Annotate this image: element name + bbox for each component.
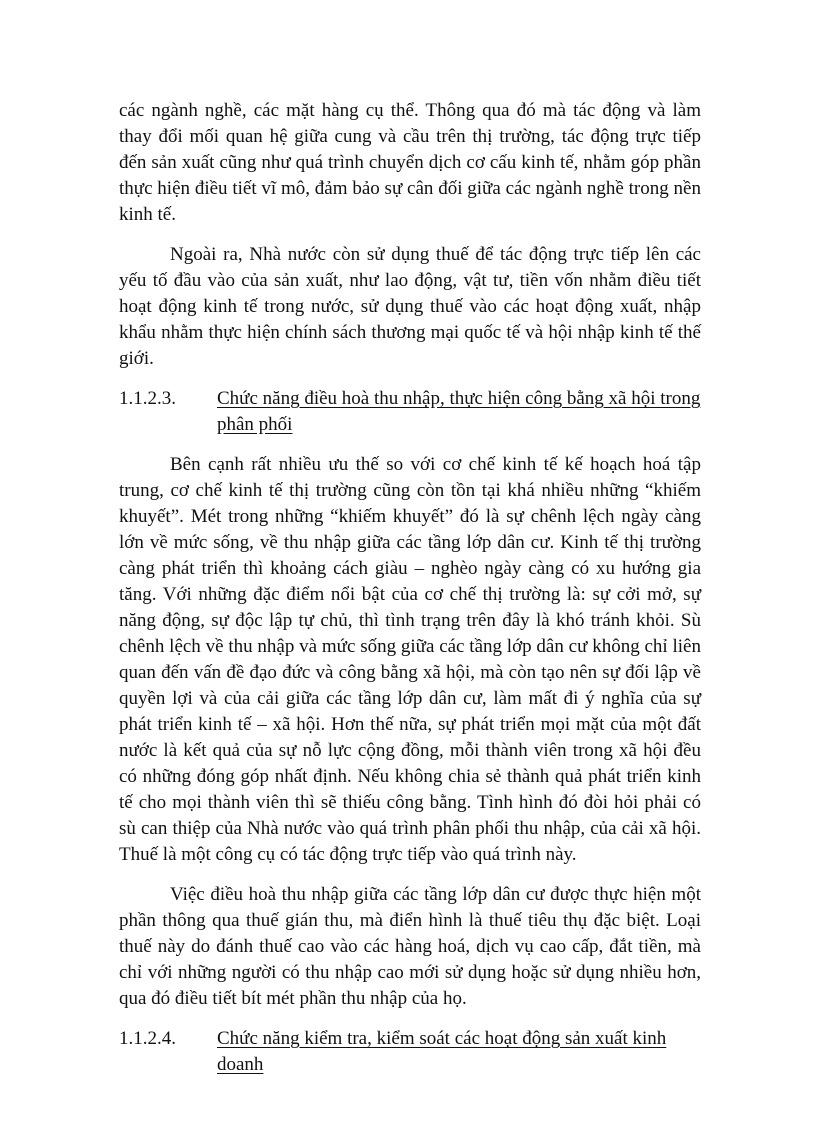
paragraph-income-regulation: Việc điều hoà thu nhập giữa các tầng lớp dân cư được thực hiện một phần thông qua thuế gián thu, mà điển hình là thuế tiêu thụ đặc biệt. Loại thuế này do đánh thuế cao vào các hàng hoá, dịch vụ cao cấp, đắt tiền, mà chỉ với những người có thu nhập cao mới sử dụng hoặc sử dụng nhiều hơn, qua đó điều tiết bít mét phần thu nhập của họ. bbox=[119, 884, 701, 1009]
section-title: Chức năng kiểm tra, kiểm soát các hoạt động sản xuất kinh doanh bbox=[217, 1028, 667, 1075]
section-number: 1.1.2.3. bbox=[119, 388, 176, 409]
document-page bbox=[119, 98, 701, 1092]
paragraph-market-defects: Bên cạnh rất nhiều ưu thế so với cơ chế kinh tế kế hoạch hoá tập trung, cơ chế kinh tế thị trường cũng còn tồn tại khá nhiều những “khiếm khuyết”. Mét trong những “khiếm khuyết” đó là sự chênh lệch ngày càng lớn về mức sống, về thu nhập giữa các tầng lớp dân cư. Kinh tế thị trường càng phát triển thì khoảng cách giàu – nghèo ngày càng có xu hướng gia tăng. Với những đặc điểm nổi bật của cơ chế thị trường là: sự cởi mở, sự năng động, sự độc lập tự chủ, thì tình trạng trên đây là khó tránh khỏi. Sù chênh lệch về thu nhập và mức sống giữa các tầng lớp dân cư không chỉ liên quan đến vấn đề đạo đức và công bằng xã hội, mà còn tạo nên sự đối lập về quyền lợi và của cải giữa các tầng lớp dân cư, làm mất đi ý nghĩa của sự phát triển kinh tế – xã hội. Hơn thế nữa, sự phát triển mọi mặt của một đất nước là kết quả của sự nỗ lực cộng đồng, mỗi thành viên trong xã hội đều có những đóng góp nhất định. Nếu không chia sẻ thành quả phát triển kinh tế cho mọi thành viên thì sẽ thiếu công bằng. Tình hình đó đòi hỏi phải có sù can thiệp của Nhà nước vào quá trình phân phối thu nhập, của cải xã hội. Thuế là một công cụ có tác động trực tiếp vào quá trình này. bbox=[119, 454, 701, 865]
section-heading-1-1-2-3 bbox=[119, 386, 701, 438]
section-heading-1-1-2-4 bbox=[119, 1026, 701, 1078]
section-title: Chức năng điều hoà thu nhập, thực hiện công bằng xã hội trong phân phối bbox=[217, 388, 701, 435]
paragraph-continuation: các ngành nghề, các mặt hàng cụ thể. Thông qua đó mà tác động và làm thay đổi mối quan hệ giữa cung và cầu trên thị trường, tác động trực tiếp đến sản xuất cũng như quá trình chuyển dịch cơ cấu kinh tế, nhằm góp phần thực hiện điều tiết vĩ mô, đảm bảo sự cân đối giữa các ngành nghề trong nền kinh tế. bbox=[119, 100, 701, 225]
section-number: 1.1.2.4. bbox=[119, 1028, 176, 1049]
paragraph-input-factors: Ngoài ra, Nhà nước còn sử dụng thuế để tác động trực tiếp lên các yếu tố đầu vào của sản xuất, như lao động, vật tư, tiền vốn nhằm điều tiết hoạt động kinh tế trong nước, sử dụng thuế vào các hoạt động xuất, nhập khẩu nhằm thực hiện chính sách thương mại quốc tế và hội nhập kinh tế thế giới. bbox=[119, 244, 701, 369]
